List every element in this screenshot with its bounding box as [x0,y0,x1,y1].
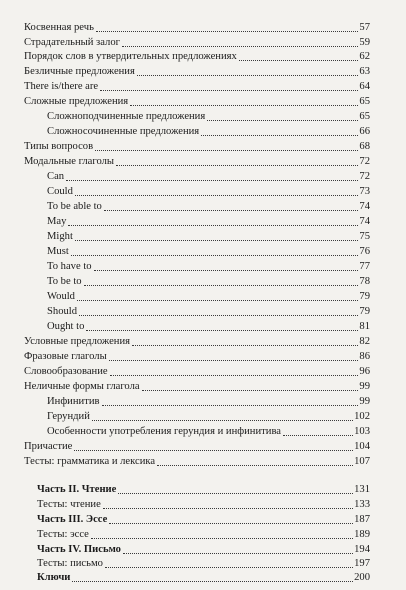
toc-entry [47,109,370,123]
toc-entry-title: Часть IV. Письмо [37,544,121,555]
toc-entry [47,319,370,333]
toc-leader-dots [92,420,353,421]
toc-entry-page: 104 [354,441,370,452]
toc-leader-dots [239,60,359,61]
toc-entry-title: To have to [47,261,92,272]
toc-entry-title: Фразовые глаголы [24,351,107,362]
toc-entry-title: Тесты: грамматика и лексика [24,456,156,467]
toc-entry-page: 187 [354,514,370,525]
toc-leader-dots [75,240,359,241]
toc-entry [47,124,370,138]
toc-leader-dots [105,567,353,568]
toc-entry [24,64,370,78]
toc-entry-title: Причастие [24,441,73,452]
toc-entry [24,154,370,168]
toc-entry-page: 96 [359,366,370,377]
toc-entry-page: 75 [359,231,370,242]
toc-entry-title: Словообразование [24,366,108,377]
toc-entry-page: 78 [359,276,370,287]
toc-leader-dots [122,46,358,47]
toc-leader-dots [123,553,353,554]
toc-entry-title: Тесты: чтение [37,499,101,510]
toc-entry [37,556,370,570]
toc-entry-page: 64 [359,81,370,92]
toc-entry-page: 79 [359,291,370,302]
toc-entry-page: 76 [359,246,370,257]
toc-entry-page: 133 [354,499,370,510]
toc-entry-title: Ought to [47,321,85,332]
toc-entry [24,35,370,49]
toc-entry-page: 57 [359,22,370,33]
toc-leader-dots [137,75,359,76]
toc-entry-title: May [47,216,67,227]
toc-entry-page: 200 [354,572,370,583]
toc-leader-dots [109,360,359,361]
toc-leader-dots [94,270,359,271]
toc-entry-page: 194 [354,544,370,555]
toc-entry-title: Условные предложения [24,336,130,347]
toc-entry-title: Тесты: эссе [37,529,89,540]
toc-part-entry [37,482,370,496]
toc-entry [37,527,370,541]
toc-entry-page: 72 [359,171,370,182]
toc-entry [47,409,370,423]
toc-entry [47,289,370,303]
toc-entry-page: 59 [359,37,370,48]
toc-leader-dots [110,375,359,376]
toc-leader-dots [96,31,359,32]
toc-entry-page: 74 [359,201,370,212]
toc-leader-dots [100,90,358,91]
toc-entry-page: 102 [354,411,370,422]
toc-leader-dots [74,450,353,451]
toc-entry [47,244,370,258]
toc-entry-title: Безличные предложения [24,66,135,77]
toc-leader-dots [132,345,358,346]
toc-leader-dots [283,435,353,436]
toc-leader-dots [86,330,358,331]
toc-entry-page: 189 [354,529,370,540]
toc-entry [24,20,370,34]
toc-entry-page: 77 [359,261,370,272]
toc-entry-page: 74 [359,216,370,227]
toc-entry-title: Сложносочиненные предложения [47,126,200,137]
toc-entry [47,229,370,243]
toc-leader-dots [72,581,353,582]
toc-entry-title: There is/there are [24,81,99,92]
toc-entry-title: Would [47,291,75,302]
toc-entry [47,184,370,198]
toc-entry-page: 131 [354,484,370,495]
toc-entry-title: Косвенная речь [24,22,94,33]
toc-entry-page: 99 [359,396,370,407]
toc-entry [24,454,370,468]
toc-entry-title: To be able to [47,201,102,212]
toc-entry-title: Особенности употребления герундия и инфинитива [47,426,282,437]
toc-leader-dots [157,465,353,466]
toc-entry [47,259,370,273]
toc-entry-page: 197 [354,558,370,569]
toc-entry-page: 81 [359,321,370,332]
toc-part-entry [37,570,370,584]
toc-entry-title: Страдательный залог [24,37,120,48]
toc-entry-page: 79 [359,306,370,317]
toc-entry [47,424,370,438]
toc-entry [37,497,370,511]
toc-leader-dots [66,180,358,181]
toc-entry-title: Сложноподчиненные предложения [47,111,206,122]
toc-entry [47,304,370,318]
toc-leader-dots [77,300,358,301]
toc-entry [24,94,370,108]
toc-leader-dots [71,255,359,256]
toc-entry-title: Модальные глаголы [24,156,115,167]
toc-entry-title: Can [47,171,65,182]
toc-entry-page: 72 [359,156,370,167]
toc-entry-title: Порядок слов в утвердительных предложениях [24,51,237,62]
toc-entry [47,214,370,228]
toc-entry-page: 99 [359,381,370,392]
toc-leader-dots [118,493,353,494]
toc-entry-title: Should [47,306,78,317]
toc-entry-title: Might [47,231,73,242]
toc-leader-dots [116,165,358,166]
toc-part-entry [37,512,370,526]
toc-leader-dots [91,538,353,539]
toc-leader-dots [109,523,353,524]
toc-leader-dots [68,225,358,226]
toc-entry [24,379,370,393]
toc-entry-title: Типы вопросов [24,141,94,152]
toc-entry-title: Тесты: письмо [37,558,103,569]
toc-entry-page: 73 [359,186,370,197]
toc-entry-page: 103 [354,426,370,437]
toc-entry-page: 86 [359,351,370,362]
toc-entry [24,439,370,453]
toc-leader-dots [79,315,358,316]
toc-entry-page: 65 [359,111,370,122]
toc-entry-title: Инфинитив [47,396,100,407]
toc-entry-page: 66 [359,126,370,137]
toc-entry [24,139,370,153]
toc-entry-title: Сложные предложения [24,96,129,107]
toc-entry [24,79,370,93]
toc-entry [24,364,370,378]
toc-entry [47,169,370,183]
toc-leader-dots [95,150,358,151]
toc-entry-title: Ключи [37,572,71,583]
toc-leader-dots [103,508,353,509]
toc-entry [47,394,370,408]
toc-entry-page: 63 [359,66,370,77]
toc-entry-title: Герундий [47,411,90,422]
toc-leader-dots [84,285,359,286]
toc-leader-dots [130,105,358,106]
toc-entry [24,349,370,363]
toc-entry-title: To be to [47,276,82,287]
toc-entry-title: Часть III. Эссе [37,514,108,525]
toc-entry-title: Неличные формы глагола [24,381,140,392]
toc-entry [47,199,370,213]
toc-part-entry [37,542,370,556]
toc-entry-title: Must [47,246,69,257]
toc-entry [24,49,370,63]
toc-leader-dots [201,135,358,136]
toc-entry-title: Could [47,186,73,197]
toc-entry-page: 82 [359,336,370,347]
toc-leader-dots [142,390,359,391]
toc-entry-page: 107 [354,456,370,467]
toc-leader-dots [102,405,359,406]
toc-leader-dots [104,210,359,211]
toc-entry-page: 68 [359,141,370,152]
toc-entry [47,274,370,288]
toc-entry-page: 62 [359,51,370,62]
toc-leader-dots [207,120,358,121]
toc-entry [24,334,370,348]
toc-entry-page: 65 [359,96,370,107]
toc-entry-title: Часть II. Чтение [37,484,117,495]
toc-leader-dots [75,195,359,196]
